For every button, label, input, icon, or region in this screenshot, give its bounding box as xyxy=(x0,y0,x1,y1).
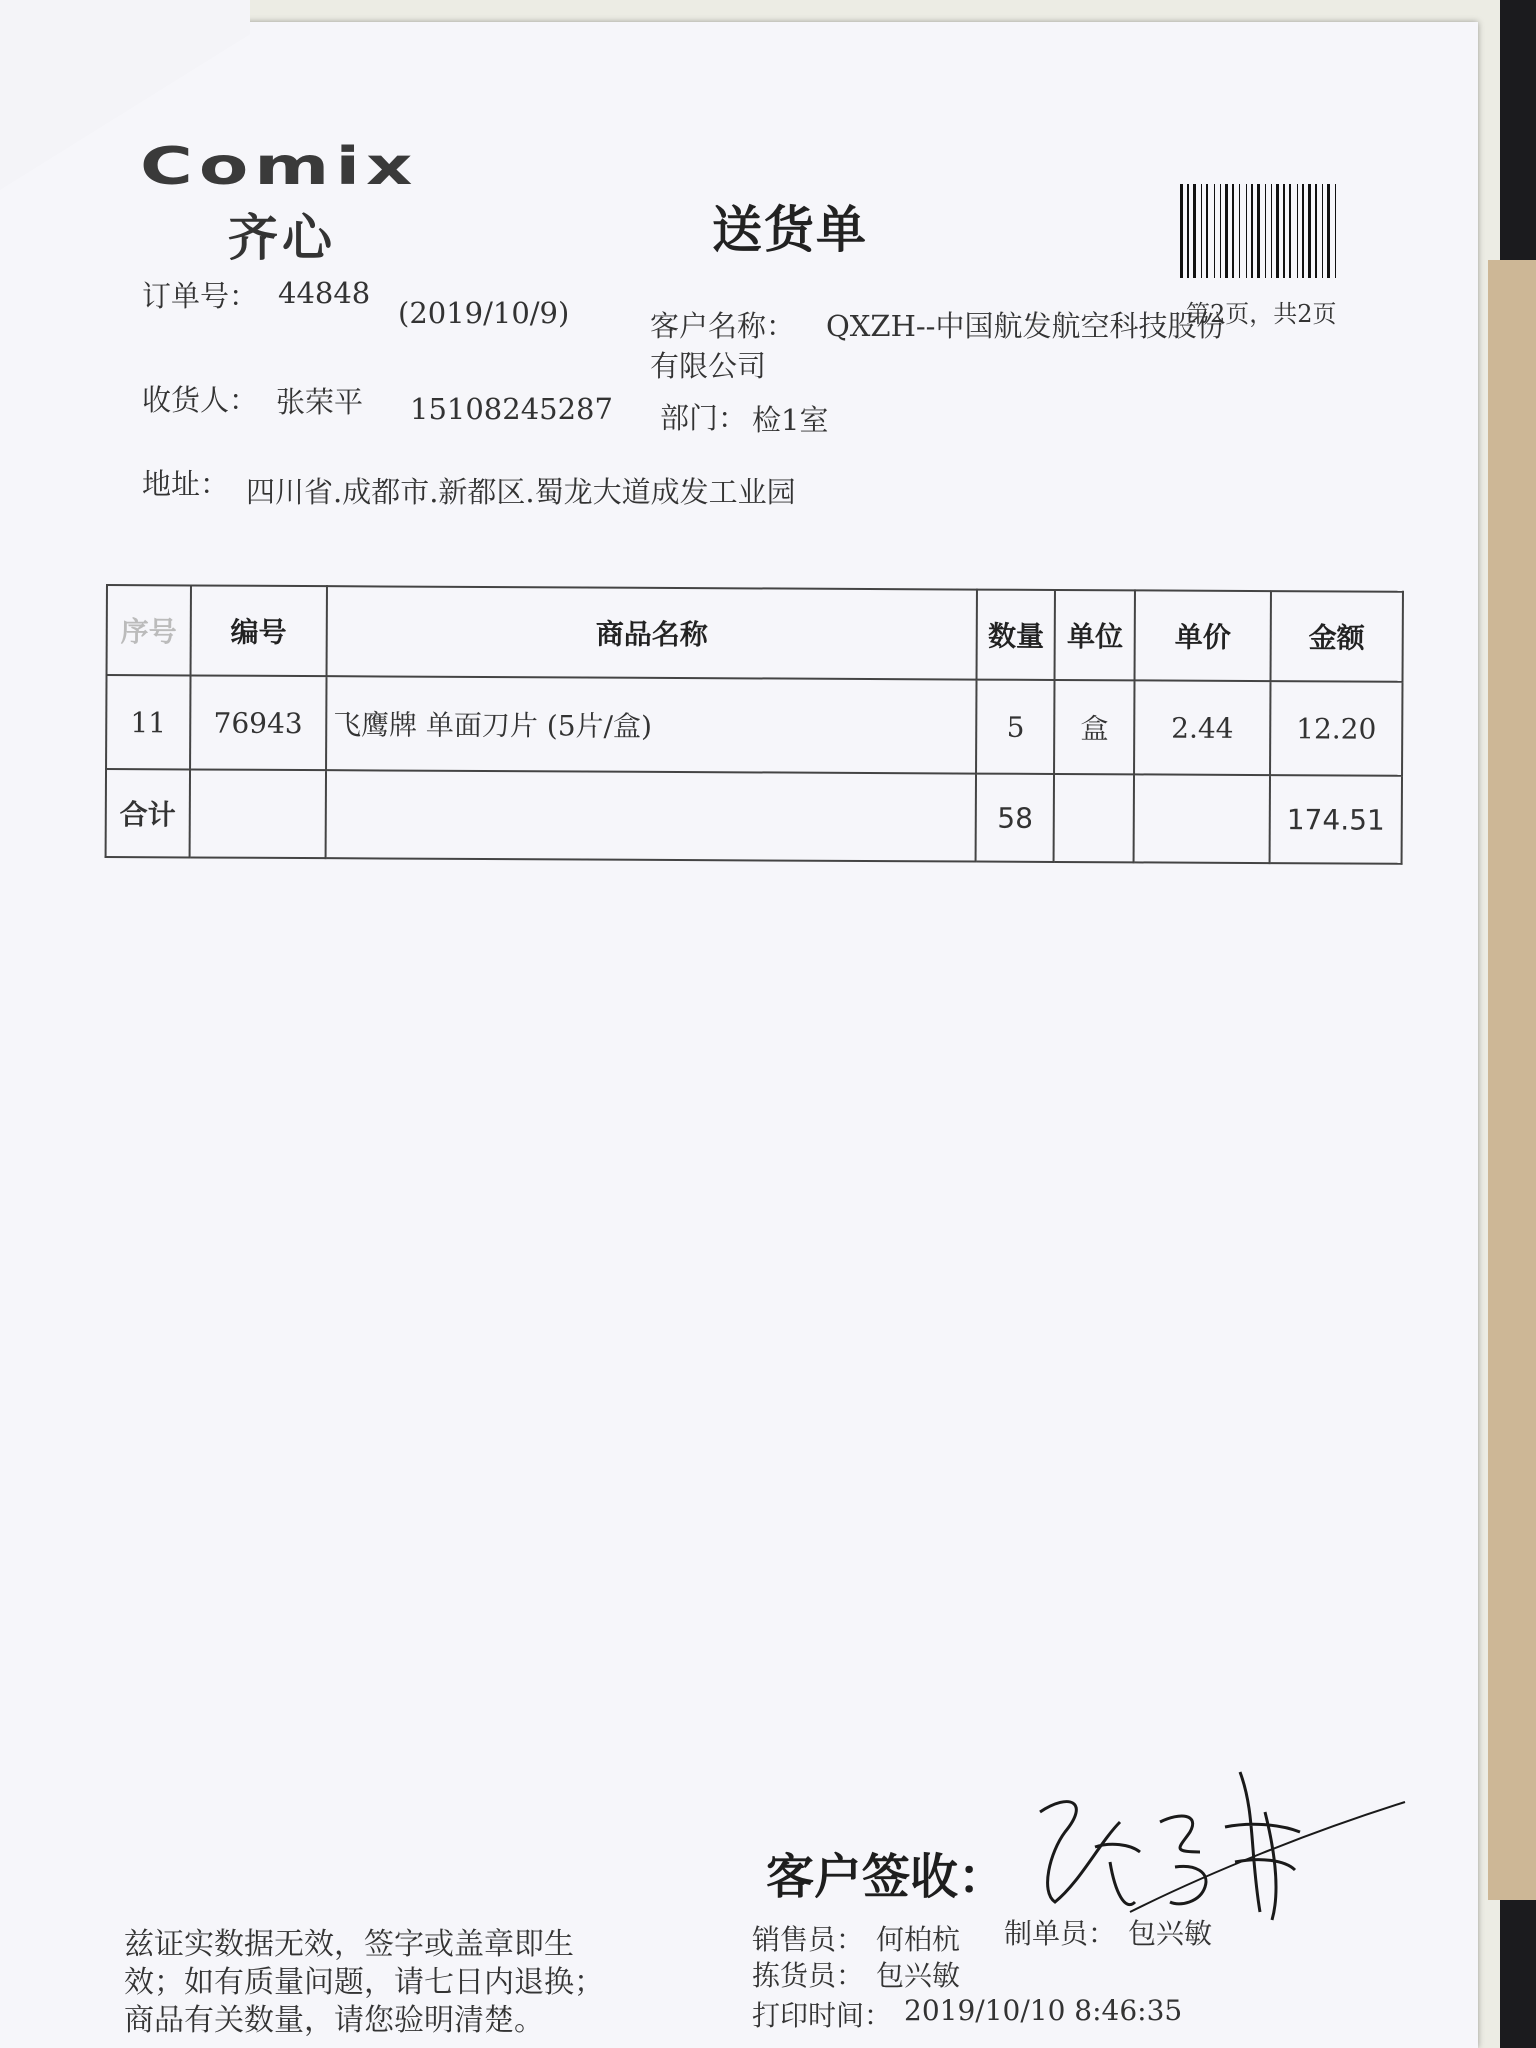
delivery-note xyxy=(0,22,1478,2048)
barcode-bar xyxy=(1220,184,1221,278)
barcode-bar xyxy=(1187,184,1189,278)
picker-name: 包兴敏 xyxy=(876,1959,961,1992)
department-label: 部门： xyxy=(660,401,748,435)
handwritten-signature xyxy=(1010,1752,1410,1932)
disclaimer-line-2: 效；如有质量问题，请七日内退换； xyxy=(124,1965,604,2000)
logo-text-en: Comix xyxy=(140,135,419,197)
sales-label: 销售员： xyxy=(752,1923,865,1956)
maker-name: 包兴敏 xyxy=(1128,1917,1213,1950)
total-label: 合计 xyxy=(106,769,190,857)
total-empty-price xyxy=(1134,774,1270,863)
row-seq: 11 xyxy=(106,675,190,769)
disclaimer-line-3: 商品有关数量，请您验明清楚。 xyxy=(124,2003,544,2038)
barcode xyxy=(1180,184,1406,278)
department-value: 检1室 xyxy=(752,403,829,437)
company-logo xyxy=(140,135,480,280)
order-date: (2019/10/9) xyxy=(398,296,570,330)
barcode-bar xyxy=(1201,184,1202,278)
barcode-bar xyxy=(1297,184,1298,278)
barcode-bar xyxy=(1257,184,1260,278)
sales-name: 何柏杭 xyxy=(876,1923,961,1956)
col-header-qty: 数量 xyxy=(977,590,1055,680)
barcode-bar xyxy=(1251,184,1253,278)
disclaimer-line-1: 兹证实数据无效，签字或盖章即生 xyxy=(124,1927,574,1962)
col-header-seq: 序号 xyxy=(107,585,191,675)
col-header-amount: 金额 xyxy=(1271,591,1403,682)
barcode-bar xyxy=(1327,184,1330,278)
total-amount: 174.51 xyxy=(1270,775,1402,864)
col-header-name: 商品名称 xyxy=(326,586,977,679)
row-unit: 盒 xyxy=(1054,680,1134,774)
table-row xyxy=(106,675,1402,776)
total-empty-name xyxy=(325,770,976,861)
receiver-name: 张荣平 xyxy=(276,385,364,419)
logo-text-cn: 齐心 xyxy=(228,209,336,267)
print-time-label: 打印时间： xyxy=(752,1999,893,2032)
total-qty: 58 xyxy=(976,774,1054,862)
order-number: 44848 xyxy=(278,276,371,310)
table-header-row xyxy=(107,585,1403,682)
barcode-bar xyxy=(1276,184,1279,278)
row-qty: 5 xyxy=(976,680,1054,774)
barcode-bar xyxy=(1239,184,1240,278)
row-code: 76943 xyxy=(190,675,326,770)
col-header-unit: 单位 xyxy=(1055,590,1135,680)
barcode-bar xyxy=(1206,184,1208,278)
barcode-bar xyxy=(1193,184,1196,278)
items-table xyxy=(105,584,1404,865)
receiver-label: 收货人： xyxy=(142,383,259,417)
page-info: 第2页，共2页 xyxy=(1186,300,1337,328)
customer-sign-label: 客户签收： xyxy=(766,1849,1007,1905)
barcode-bar xyxy=(1283,184,1285,278)
picker-label: 拣货员： xyxy=(752,1959,865,1992)
barcode-bar xyxy=(1225,184,1228,278)
row-amount: 12.20 xyxy=(1270,681,1402,776)
barcode-bar xyxy=(1180,184,1183,278)
receiver-phone: 15108245287 xyxy=(410,392,613,426)
barcode-bar xyxy=(1214,184,1215,278)
table-total-row xyxy=(106,769,1402,864)
barcode-bar xyxy=(1246,184,1247,278)
total-empty-unit xyxy=(1054,774,1134,862)
barcode-bar xyxy=(1308,184,1311,278)
barcode-bar xyxy=(1232,184,1234,278)
row-product-name: 飞鹰牌 单面刀片 (5片/盒) xyxy=(326,676,977,773)
customer-label: 客户名称： xyxy=(650,309,796,343)
col-header-code: 编号 xyxy=(190,585,326,676)
barcode-bar xyxy=(1315,184,1317,278)
address-label: 地址： xyxy=(142,467,230,501)
print-time: 2019/10/10 8:46:35 xyxy=(904,1994,1183,2027)
barcode-bar xyxy=(1322,184,1323,278)
barcode-bar xyxy=(1289,184,1291,278)
maker-label: 制单员： xyxy=(1004,1917,1117,1950)
barcode-bar xyxy=(1265,184,1266,278)
disclaimer xyxy=(124,1926,604,2040)
row-price: 2.44 xyxy=(1134,680,1270,775)
order-label: 订单号： xyxy=(142,279,259,313)
document-title: 送货单 xyxy=(712,201,868,259)
customer-name-line1: QXZH--中国航发航空科技股份 xyxy=(826,309,1226,343)
barcode-bar xyxy=(1302,184,1304,278)
total-empty-code xyxy=(189,769,325,858)
address-value: 四川省.成都市.新都区.蜀龙大道成发工业园 xyxy=(246,475,796,509)
barcode-bar xyxy=(1335,184,1336,278)
barcode-bar xyxy=(1271,184,1272,278)
background-card xyxy=(1488,260,1536,1900)
col-header-price: 单价 xyxy=(1135,590,1271,681)
customer-name-line2: 有限公司 xyxy=(650,349,767,383)
